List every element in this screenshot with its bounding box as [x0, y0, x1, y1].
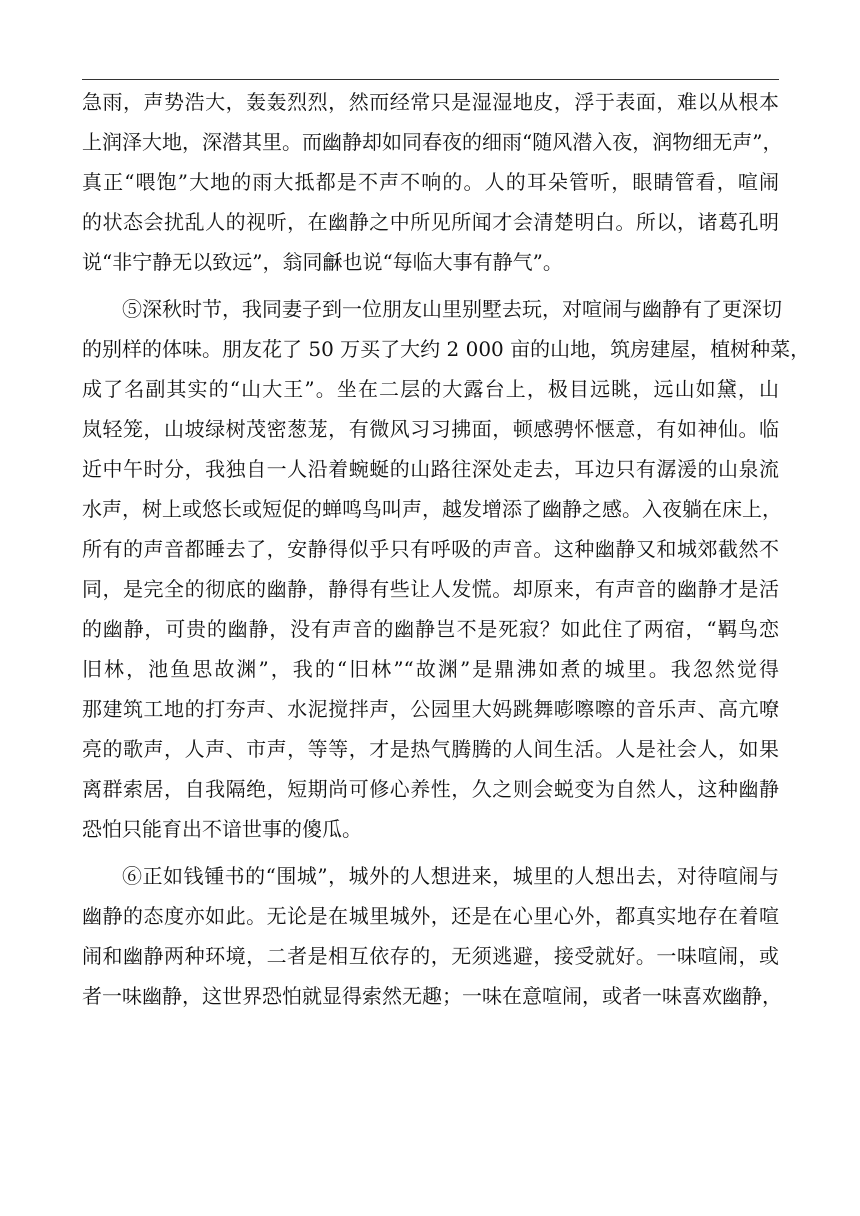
text-line: 说“非宁静无以致远”，翁同龢也说“每临大事有静气”。 — [82, 250, 563, 274]
text-line: 真正“喂饱”大地的雨大抵都是不声不响的。人的耳朵管听，眼睛管看，喧闹 — [82, 170, 779, 194]
text-line: ⑥正如钱锺书的“围城”，城外的人想进来，城里的人想出去，对待喧闹与 — [122, 864, 779, 888]
text-line: 恐怕只能育出不谙世事的傻瓜。 — [82, 817, 362, 841]
text-line: 幽静的态度亦如此。无论是在城里城外，还是在心里心外，都真实地存在着喧 — [82, 904, 779, 928]
text-line: 的幽静，可贵的幽静，没有声音的幽静岂不是死寂？如此住了两宿，“羁鸟恋 — [82, 617, 779, 641]
text-line: 闹和幽静两种环境，二者是相互依存的，无须逃避，接受就好。一味喧闹，或 — [82, 944, 779, 968]
text-line: 的状态会扰乱人的视听，在幽静之中所见所闻才会清楚明白。所以，诸葛孔明 — [82, 210, 779, 234]
document-body — [82, 82, 811, 1016]
text-line: ⑤深秋时节，我同妻子到一位朋友山里别墅去玩，对喧闹与幽静有了更深切 — [122, 297, 782, 321]
text-line: 近中午时分，我独自一人沿着蜿蜒的山路往深处走去，耳边只有潺湲的山泉流 — [82, 457, 779, 481]
text-line: 的别样的体味。朋友花了 50 万买了大约 2 000 亩的山地，筑房建屋，植树种菜， — [82, 337, 811, 361]
text-line: 所有的声音都睡去了，安静得似乎只有呼吸的声音。这种幽静又和城郊截然不 — [82, 537, 779, 561]
paragraph-6 — [82, 856, 782, 1016]
header-rule — [82, 79, 779, 80]
text-line: 亮的歌声，人声、市声，等等，才是热气腾腾的人间生活。人是社会人，如果 — [82, 737, 779, 761]
text-line: 那建筑工地的打夯声、水泥搅拌声，公园里大妈跳舞嘭嚓嚓的音乐声、高亢嘹 — [82, 697, 779, 721]
paragraph-4-continued — [82, 82, 783, 282]
text-line: 成了名副其实的“山大王”。坐在二层的大露台上，极目远眺，远山如黛，山 — [82, 377, 779, 401]
paragraph-5 — [82, 289, 811, 849]
text-line: 岚轻笼，山坡绿树茂密葱茏，有微风习习拂面，顿感骋怀惬意，有如神仙。临 — [82, 417, 779, 441]
text-line: 急雨，声势浩大，轰轰烈烈，然而经常只是湿湿地皮，浮于表面，难以从根本 — [82, 90, 779, 114]
text-line: 旧林，池鱼思故渊”，我的“旧林”“故渊”是鼎沸如煮的城里。我忽然觉得 — [82, 657, 779, 681]
text-line: 离群索居，自我隔绝，短期尚可修心养性，久之则会蜕变为自然人，这种幽静 — [82, 777, 779, 801]
text-line: 上润泽大地，深潜其里。而幽静却如同春夜的细雨“随风潜入夜，润物细无声”， — [82, 130, 783, 154]
paragraph-gap — [82, 849, 779, 856]
paragraph-gap — [82, 282, 779, 289]
text-line: 同，是完全的彻底的幽静，静得有些让人发慌。却原来，有声音的幽静才是活 — [82, 577, 779, 601]
text-line: 者一味幽静，这世界恐怕就显得索然无趣；一味在意喧闹，或者一味喜欢幽静， — [82, 984, 782, 1008]
text-line: 水声，树上或悠长或短促的蝉鸣鸟叫声，越发增添了幽静之感。入夜躺在床上， — [82, 497, 782, 521]
